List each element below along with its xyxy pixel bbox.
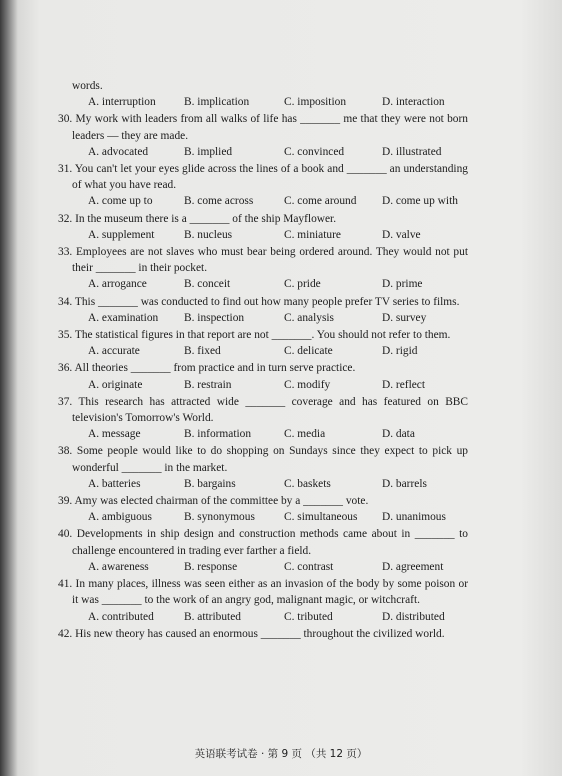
- option-d: D. interaction: [382, 96, 445, 109]
- option-d: D. survey: [382, 311, 427, 324]
- option-d: D. data: [382, 428, 415, 441]
- option-c: C. media: [284, 428, 326, 441]
- option-a: A. awareness: [88, 560, 149, 573]
- option-a: A. come up to: [88, 195, 153, 208]
- question-stem: 38. Some people would like to do shopping on Sundays since they expect to pick up wonderful _______ in the market.: [58, 445, 468, 474]
- option-c: C. baskets: [284, 477, 331, 490]
- option-a: A. message: [88, 428, 141, 441]
- question-list: [58, 78, 468, 642]
- option-c: C. analysis: [284, 311, 334, 324]
- option-b: B. information: [184, 428, 252, 441]
- question-stem: 35. The statistical figures in that report are not _______. You should not refer to them.: [58, 329, 451, 342]
- option-b: B. attributed: [184, 610, 241, 623]
- option-a: A. interruption: [88, 96, 156, 109]
- option-a: A. batteries: [88, 477, 141, 490]
- option-d: D. distributed: [382, 610, 445, 623]
- option-b: B. restrain: [184, 378, 232, 391]
- option-c: C. contrast: [284, 560, 334, 573]
- option-c: C. tributed: [284, 610, 333, 623]
- option-b: B. conceit: [184, 278, 231, 291]
- option-row: [58, 426, 468, 442]
- option-row: [58, 509, 468, 525]
- option-row: [58, 476, 468, 492]
- question-stem: 41. In many places, illness was seen either as an invasion of the body by some poison or it was _______ to the work of an angry god, malignant magic, or witchcraft.: [58, 578, 468, 607]
- option-a: A. accurate: [88, 345, 140, 358]
- question-stem: 37. This research has attracted wide _______ coverage and has featured on BBC television's Tomorrow's World.: [58, 395, 468, 425]
- option-b: B. come across: [184, 195, 254, 208]
- option-a: A. supplement: [88, 228, 155, 241]
- option-d: D. illustrated: [382, 145, 442, 158]
- option-a: A. advocated: [88, 145, 149, 158]
- option-a: A. ambiguous: [88, 511, 152, 524]
- question-stem: words.: [72, 80, 103, 92]
- option-a: A. arrogance: [88, 278, 147, 291]
- option-row: [58, 377, 468, 393]
- question-stem: 42. His new theory has caused an enormous _______ throughout the civilized world.: [58, 627, 445, 640]
- option-row: [58, 310, 468, 326]
- option-d: D. unanimous: [382, 511, 446, 524]
- option-b: B. implication: [184, 96, 250, 109]
- option-b: B. bargains: [184, 477, 236, 490]
- option-d: D. barrels: [382, 477, 427, 490]
- option-c: C. modify: [284, 378, 331, 391]
- question-stem: 30. My work with leaders from all walks of life has _______ me that they were not born leaders — they are made.: [58, 113, 468, 142]
- question-stem: 34. This _______ was conducted to find out how many people prefer TV series to films.: [58, 295, 460, 308]
- option-d: D. prime: [382, 278, 423, 291]
- option-b: B. implied: [184, 145, 233, 158]
- option-row: [58, 193, 468, 209]
- option-row: [58, 559, 468, 575]
- option-c: C. imposition: [284, 96, 347, 109]
- option-row: [58, 94, 468, 110]
- question-stem: 33. Employees are not slaves who must bear being ordered around. They would not put their _______ in their pocket.: [58, 246, 468, 275]
- option-row: [58, 227, 468, 243]
- question-stem: 40. Developments in ship design and construction methods came about in _______ to challenge encountered in trading ever farther a field.: [58, 528, 468, 557]
- question-stem: 36. All theories _______ from practice and in turn serve practice.: [58, 362, 356, 375]
- option-row: [58, 343, 468, 359]
- option-c: C. miniature: [284, 228, 341, 241]
- option-b: B. inspection: [184, 311, 245, 324]
- option-c: C. simultaneous: [284, 511, 358, 524]
- option-c: C. delicate: [284, 345, 333, 358]
- option-d: D. rigid: [382, 345, 418, 358]
- question-stem: 39. Amy was elected chairman of the committee by a _______ vote.: [58, 495, 369, 508]
- option-row: [58, 276, 468, 292]
- option-b: B. response: [184, 560, 238, 573]
- option-d: D. come up with: [382, 195, 458, 208]
- option-a: A. examination: [88, 311, 159, 324]
- option-d: D. agreement: [382, 560, 444, 573]
- option-c: C. come around: [284, 195, 357, 208]
- question-stem: 31. You can't let your eyes glide across the lines of a book and _______ an understanding of what you have read.: [58, 163, 468, 192]
- option-d: D. reflect: [382, 378, 426, 391]
- option-b: B. synonymous: [184, 511, 255, 524]
- option-c: C. convinced: [284, 145, 345, 158]
- option-d: D. valve: [382, 228, 421, 241]
- option-c: C. pride: [284, 278, 321, 291]
- option-row: [58, 144, 468, 160]
- option-row: [58, 609, 468, 625]
- option-b: B. fixed: [184, 345, 221, 358]
- option-a: A. originate: [88, 378, 143, 391]
- page-footer: 英语联考试卷 · 第 9 页 （共 12 页）: [194, 748, 368, 760]
- option-b: B. nucleus: [184, 228, 233, 241]
- question-stem: 32. In the museum there is a _______ of the ship Mayflower.: [58, 212, 337, 225]
- option-a: A. contributed: [88, 610, 154, 623]
